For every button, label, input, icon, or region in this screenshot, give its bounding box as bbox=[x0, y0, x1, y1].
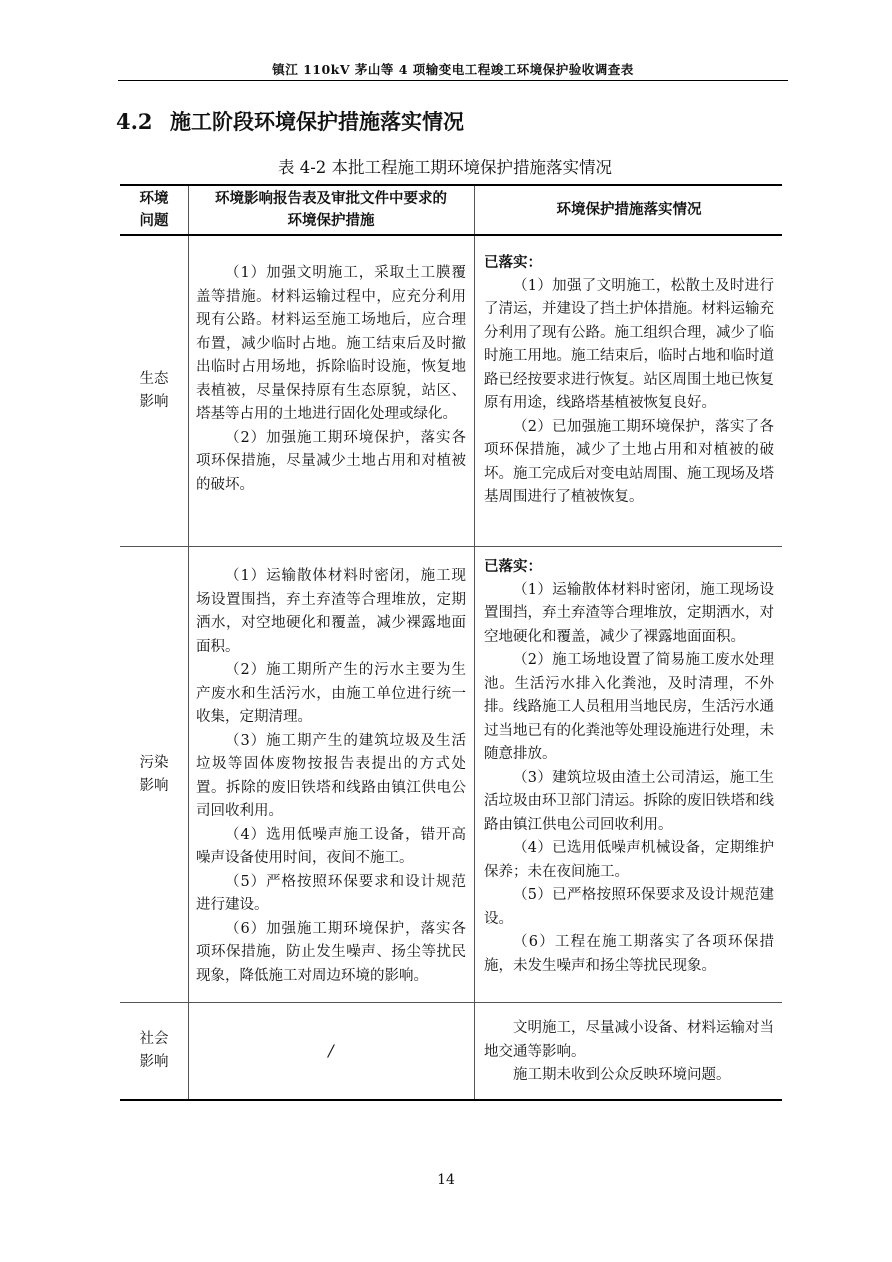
implemented-item: （4）已选用低噪声机械设备，定期维护保养；未在夜间施工。 bbox=[484, 840, 774, 880]
issue-line1: 污染 bbox=[139, 754, 169, 771]
header-implemented: 环境保护措施落实情况 bbox=[556, 201, 702, 218]
header-required-line1: 环境影响报告表及审批文件中要求的 bbox=[215, 190, 447, 207]
required-item: （1）加强文明施工，采取土工膜覆盖等措施。材料运输过程中，应充分利用现有公路。材料运至施工场地后，应合理布置，减少临时占地。施工结束后及时撤出临时占用场地，拆除临时设施，恢复地表植被，尽量保持原有生态原貌，站区、塔基等占用的土地进行固化处理或绿化。 bbox=[196, 265, 466, 422]
implemented-cell bbox=[475, 1003, 782, 1099]
table-row bbox=[120, 1002, 782, 1099]
status-label: 已落实： bbox=[484, 254, 542, 271]
implemented-item: 施工期未收到公众反映环境问题。 bbox=[513, 1067, 731, 1083]
section-title: 施工阶段环境保护措施落实情况 bbox=[170, 109, 464, 134]
header-issue bbox=[120, 186, 189, 234]
implemented-item: （1）加强了文明施工，松散土及时进行了清运，并建设了挡土护体措施。材料运输充分利用了现有公路。施工组织合理，减少了临时施工用地。施工结束后，临时占地和临时道路已经按要求进行恢复。站区周围土地已恢复原有用途，线路塔基植被恢复良好。 bbox=[484, 277, 774, 411]
implemented-item: （2）已加强施工期环境保护，落实了各项环保措施，减少了土地占用和对植被的破坏。施工完成后对变电站周围、施工现场及塔基周围进行了植被恢复。 bbox=[484, 418, 774, 505]
required-item: （2）加强施工期环境保护，落实各项环保措施，尽量减少土地占用和对植被的破坏。 bbox=[196, 429, 466, 493]
implemented-item: （1）运输散体材料时密闭，施工现场设置围挡，弃土弃渣等合理堆放，定期洒水，对空地硬化和覆盖，减少了裸露地面面积。 bbox=[484, 581, 774, 645]
required-item: （5）严格按照环保要求和设计规范进行建设。 bbox=[196, 873, 466, 913]
header-rule bbox=[118, 80, 788, 81]
header-issue-line1: 环境 bbox=[139, 190, 169, 207]
implemented-item: （3）建筑垃圾由渣土公司清运，施工生活垃圾由环卫部门清运。拆除的废旧铁塔和线路由镇江供电公司回收利用。 bbox=[484, 769, 774, 833]
issue-line1: 社会 bbox=[139, 1031, 169, 1047]
section-number: 4.2 bbox=[116, 109, 153, 134]
issue-line2: 影响 bbox=[139, 777, 169, 794]
required-item: （1）运输散体材料时密闭，施工现场设置围挡，弃土弃渣等合理堆放，定期洒水，对空地硬化和覆盖，减少裸露地面面积。 bbox=[196, 568, 466, 655]
required-item: （2）施工期所产生的污水主要为生产废水和生活污水，由施工单位进行统一收集，定期清理。 bbox=[196, 662, 466, 725]
header-issue-line2: 问题 bbox=[139, 212, 169, 229]
required-measures-cell bbox=[189, 547, 475, 1002]
implemented-cell bbox=[475, 547, 782, 1002]
required-item: （6）加强施工期环境保护，落实各项环保措施，防止发生噪声、扬尘等扰民现象，降低施工对周边环境的影响。 bbox=[196, 920, 466, 984]
implemented-item: 文明施工，尽量减小设备、材料运输对当地交通等影响。 bbox=[484, 1020, 774, 1060]
issue-line2: 影响 bbox=[139, 1054, 169, 1070]
table-header-row bbox=[120, 186, 782, 236]
header-required-line2: 环境保护措施 bbox=[287, 212, 375, 229]
not-applicable-mark: / bbox=[328, 1041, 334, 1061]
implemented-item: （6）工程在施工期落实了各项环保措施，未发生噪声和扬尘等扰民现象。 bbox=[484, 934, 774, 974]
running-header: 镇江 110kV 茅山等 4 项输变电工程竣工环境保护验收调查表 bbox=[272, 62, 634, 77]
status-label: 已落实： bbox=[484, 558, 542, 575]
header-required bbox=[189, 186, 475, 234]
required-measures-cell bbox=[189, 1003, 475, 1099]
table-caption: 表 4-2 本批工程施工期环境保护措施落实情况 bbox=[277, 158, 613, 177]
implemented-item: （5）已严格按照环保要求及设计规范建设。 bbox=[484, 887, 774, 927]
issue-cell bbox=[120, 547, 189, 1002]
page-number: 14 bbox=[437, 1172, 455, 1188]
required-measures-cell bbox=[189, 236, 475, 546]
required-item: （4）选用低噪声施工设备，错开高噪声设备使用时间，夜间不施工。 bbox=[196, 826, 466, 866]
implemented-item: （2）施工场地设置了简易施工废水处理池。生活污水排入化粪池，及时清理，不外排。线路施工人员租用当地民房，生活污水通过当地已有的化粪池等处理设施进行处理，未随意排放。 bbox=[484, 652, 774, 762]
table-row bbox=[120, 546, 782, 1002]
issue-cell bbox=[120, 236, 189, 546]
required-item: （3）施工期产生的建筑垃圾及生活垃圾等固体废物按报告表提出的方式处置。拆除的废旧铁塔和线路由镇江供电公司回收利用。 bbox=[196, 732, 466, 819]
table-row bbox=[120, 236, 782, 546]
section-heading bbox=[116, 106, 464, 136]
issue-line2: 影响 bbox=[139, 394, 169, 410]
measures-table bbox=[120, 184, 782, 1101]
issue-line1: 生态 bbox=[139, 371, 169, 387]
implemented-cell bbox=[475, 236, 782, 546]
issue-cell bbox=[120, 1003, 189, 1099]
